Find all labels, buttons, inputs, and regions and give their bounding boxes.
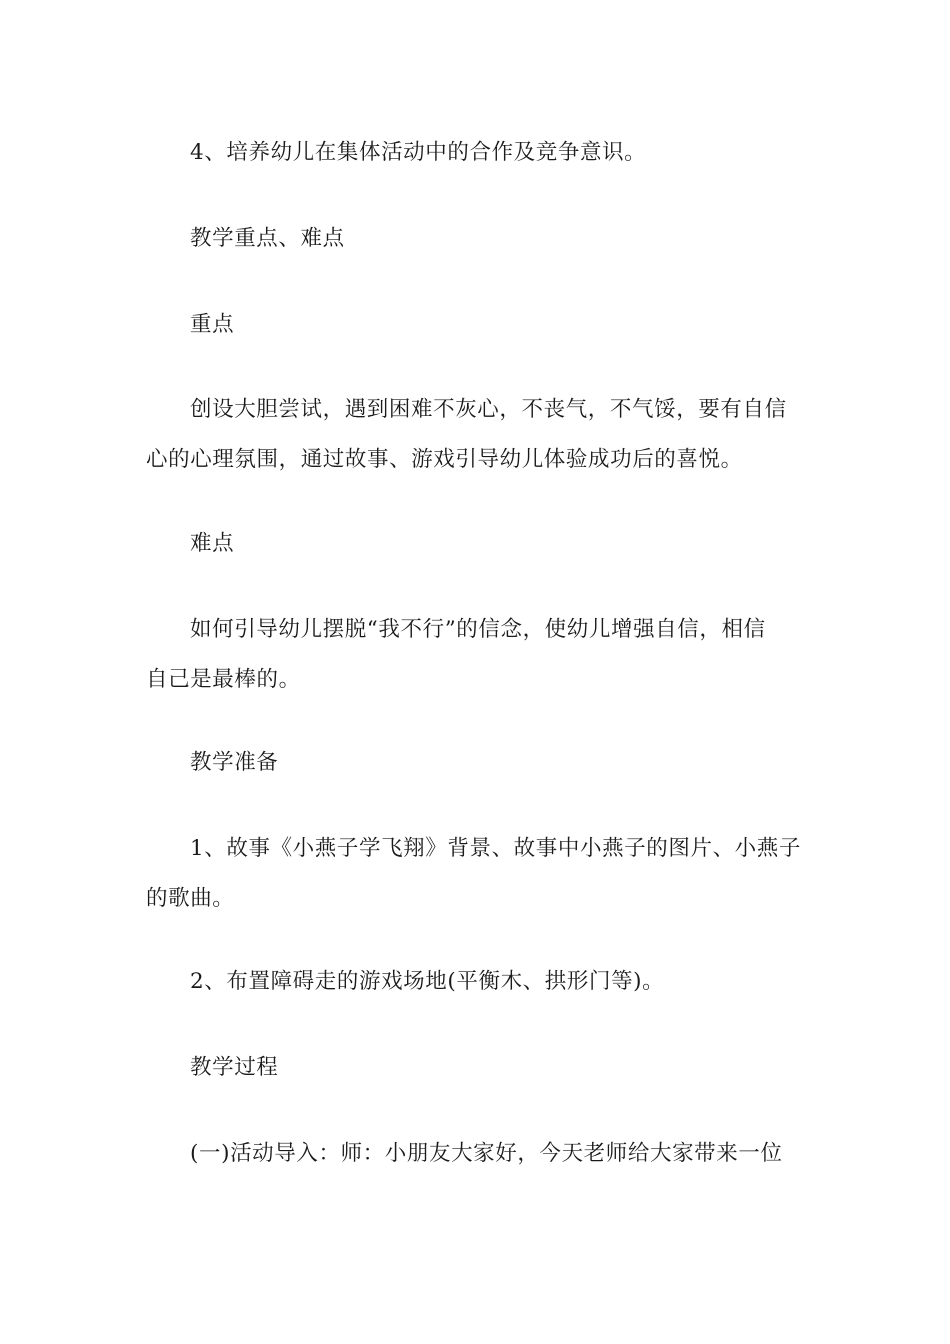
paragraph-activity-intro: (一)活动导入：师：小朋友大家好，今天老师给大家带来一位 xyxy=(190,1141,783,1166)
paragraph-goal-4: 4、培养幼儿在集体活动中的合作及竞争意识。 xyxy=(190,140,647,165)
heading-key-difficult-points: 教学重点、难点 xyxy=(190,226,345,251)
heading-teaching-preparation: 教学准备 xyxy=(190,750,279,775)
paragraph-difficult-point-line-2: 自己是最棒的。 xyxy=(146,667,301,692)
paragraph-preparation-1-line-1: 1、故事《小燕子学飞翔》背景、故事中小燕子的图片、小燕子 xyxy=(190,836,801,861)
heading-key-point: 重点 xyxy=(190,312,235,337)
paragraph-preparation-2: 2、布置障碍走的游戏场地(平衡木、拱形门等)。 xyxy=(190,969,665,994)
heading-difficult-point: 难点 xyxy=(190,531,235,556)
paragraph-preparation-1-line-2: 的歌曲。 xyxy=(146,886,235,911)
paragraph-key-point-line-1: 创设大胆尝试，遇到困难不灰心，不丧气，不气馁，要有自信 xyxy=(190,397,787,422)
paragraph-difficult-point-line-1: 如何引导幼儿摆脱“我不行”的信念，使幼儿增强自信，相信 xyxy=(190,617,766,642)
paragraph-key-point-line-2: 心的心理氛围，通过故事、游戏引导幼儿体验成功后的喜悦。 xyxy=(146,447,743,472)
heading-teaching-process: 教学过程 xyxy=(190,1055,279,1080)
